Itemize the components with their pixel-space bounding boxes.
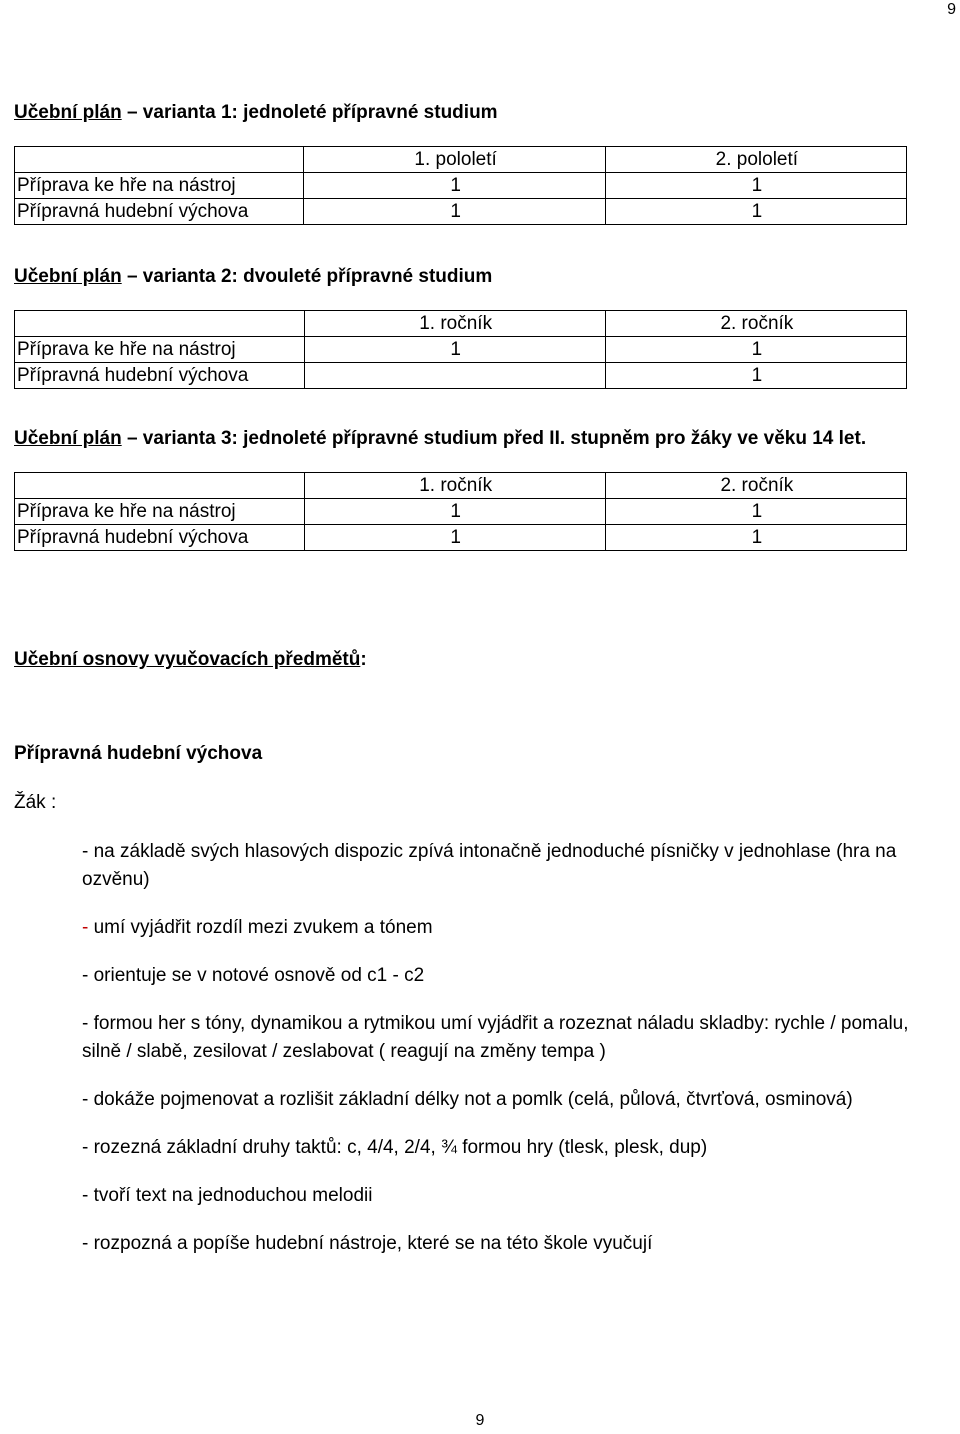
list-dash: - [82,1233,94,1254]
table-row [15,525,907,551]
table-cell: Přípravná hudební výchova [15,199,304,225]
table-cell: 1 [304,525,605,551]
list-item [82,838,952,894]
table-cell: Příprava ke hře na nástroj [15,337,305,363]
list-dash: - [82,1013,94,1034]
table-row [15,363,907,389]
list-dash: - [82,1137,94,1158]
plan2-table [14,310,907,389]
goals-list [14,838,952,1258]
list-dash: - [82,1089,94,1110]
table-cell: 1 [605,525,906,551]
list-item-text: rozpozná a popíše hudební nástroje, které se na této škole vyučují [93,1233,653,1254]
table-cell: 1 [605,173,906,199]
table-cell: 1 [304,173,605,199]
subject-title: Přípravná hudební výchova [14,743,263,764]
table-header-row [15,473,907,499]
table-header-cell: 1. pololetí [304,147,605,173]
table-header-cell: 1. ročník [304,473,605,499]
page-number-top: 9 [947,1,956,18]
table-row [15,499,907,525]
plan3-table [14,472,907,551]
table-header-cell: 2. pololetí [605,147,906,173]
plan1-table [14,146,907,225]
list-item [82,1182,952,1210]
osnovy-heading-underlined: Učební osnovy vyučovacích předmětů [14,649,361,670]
list-item [82,1010,952,1066]
list-item [82,914,952,942]
plan1-heading-rest: – varianta 1: jednoleté přípravné studium [121,102,498,123]
osnovy-heading [14,645,960,674]
table-row [15,337,907,363]
table-cell: 1 [605,499,906,525]
table-cell: Příprava ke hře na nástroj [15,173,304,199]
table-cell: Přípravná hudební výchova [15,363,305,389]
plan3-heading [14,424,960,453]
plan3-heading-underlined: Učební plán [14,428,122,449]
plan1-heading [14,98,960,127]
list-dash: - [82,965,94,986]
list-dash: - [82,841,94,862]
table-header-cell [15,147,304,173]
list-item-text: orientuje se v notové osnově od c1 - c2 [93,965,425,986]
list-item-text: na základě svých hlasových dispozic zpívá intonačně jednoduché písničky v jednohlase (hra na ozvěnu) [82,841,897,890]
table-cell: Příprava ke hře na nástroj [15,499,305,525]
list-dash: - [82,917,94,938]
table-header-cell [15,311,305,337]
list-item [82,962,952,990]
list-item-text: dokáže pojmenovat a rozlišit základní délky not a pomlk (celá, půlová, čtvrťová, osminová) [93,1089,853,1110]
page-number-bottom: 9 [475,1412,485,1429]
table-cell: 1 [605,363,906,389]
list-item [82,1230,952,1258]
table-cell: 1 [304,499,605,525]
student-label: Žák : [14,792,57,813]
list-item-text: tvoří text na jednoduchou melodii [93,1185,373,1206]
plan2-heading-rest: – varianta 2: dvouleté přípravné studium [121,266,493,287]
list-dash: - [82,1185,94,1206]
table-header-row [15,147,907,173]
plan3-heading-rest: – varianta 3: jednoleté přípravné studium před II. stupněm pro žáky ve věku 14 let. [121,428,867,449]
table-header-cell [15,473,305,499]
table-cell: 1 [605,337,906,363]
plan2-heading-underlined: Učební plán [14,266,122,287]
table-cell: 1 [304,337,605,363]
table-row [15,173,907,199]
table-header-cell: 2. ročník [605,473,906,499]
table-row [15,199,907,225]
list-item [82,1134,952,1162]
plan2-heading [14,262,960,291]
table-header-row [15,311,907,337]
osnovy-heading-rest: : [360,649,367,670]
table-cell: 1 [605,199,906,225]
table-cell: 1 [304,199,605,225]
list-item-text: umí vyjádřit rozdíl mezi zvukem a tónem [93,917,433,938]
table-header-cell: 1. ročník [304,311,605,337]
table-header-cell: 2. ročník [605,311,906,337]
list-item-text: rozezná základní druhy taktů: c, 4/4, 2/4, ¾ formou hry (tlesk, plesk, dup) [93,1137,708,1158]
list-item [82,1086,952,1114]
table-cell [304,363,605,389]
document-content [14,98,960,1278]
list-item-text: formou her s tóny, dynamikou a rytmikou umí vyjádřit a rozeznat náladu skladby: rychle / pomalu, silně / slabě, zesilovat / zeslabovat ( reagují na změny tempa ) [82,1013,909,1062]
plan1-heading-underlined: Učební plán [14,102,122,123]
table-cell: Přípravná hudební výchova [15,525,305,551]
